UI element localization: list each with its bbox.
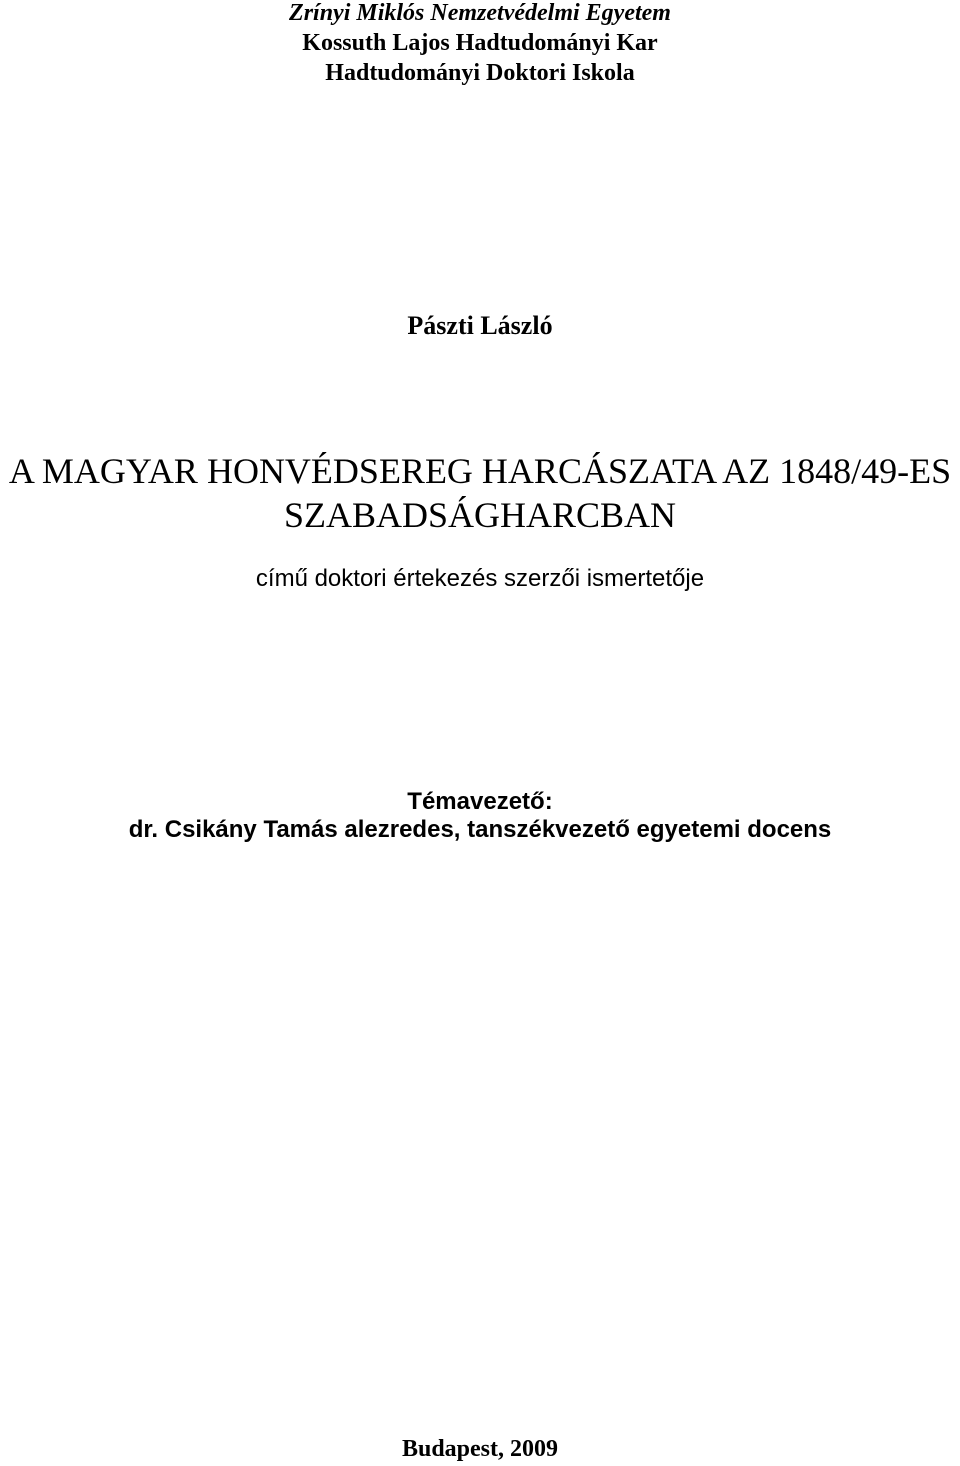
thesis-title-line-2: SZABADSÁGHARCBAN — [283, 495, 677, 535]
supervisor-name: dr. Csikány Tamás alezredes, tanszékvezető egyetemi docens — [128, 816, 832, 843]
supervisor-label: Témavezető: — [407, 788, 553, 815]
university-name: Zrínyi Miklós Nemzetvédelmi Egyetem — [289, 0, 671, 26]
document-subtitle: című doktori értekezés szerzői ismertetője — [255, 565, 705, 592]
author-name: Pászti László — [407, 311, 553, 340]
place-and-date: Budapest, 2009 — [401, 1436, 559, 1462]
faculty-name: Kossuth Lajos Hadtudományi Kar — [302, 30, 658, 56]
thesis-title-line-1: A MAGYAR HONVÉDSEREG HARCÁSZATA AZ 1848/49-ES — [8, 451, 952, 491]
doctoral-school-name: Hadtudományi Doktori Iskola — [325, 60, 635, 86]
